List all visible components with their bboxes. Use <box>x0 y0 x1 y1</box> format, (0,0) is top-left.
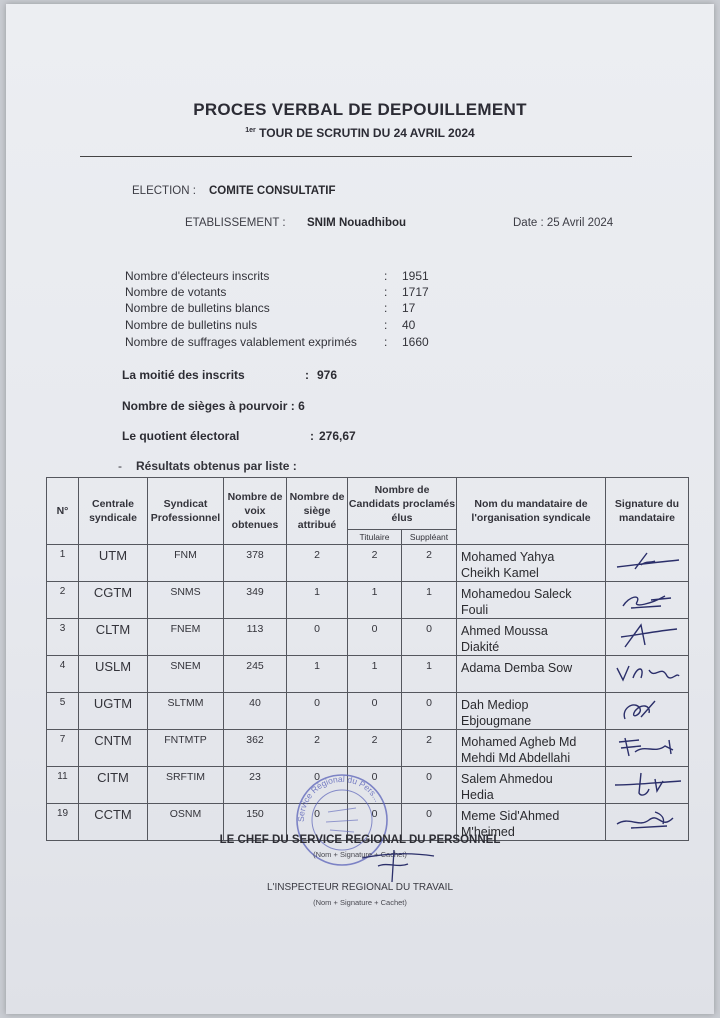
election-label: ELECTION : <box>132 185 196 197</box>
header-centrale: Centrale syndicale <box>79 478 148 545</box>
cell-voix: 378 <box>224 545 287 582</box>
cell-titulaire: 0 <box>348 693 402 730</box>
cell-voix: 40 <box>224 693 287 730</box>
cell-syndicat: SNMS <box>148 582 224 619</box>
mandataire-line1: Mohamedou Saleck <box>461 587 572 601</box>
cell-suppleant: 2 <box>402 545 457 582</box>
cell-num: 1 <box>47 545 79 582</box>
cell-suppleant: 0 <box>402 693 457 730</box>
cell-mandataire <box>457 545 606 582</box>
mandataire-line2: Hedia <box>461 788 494 802</box>
cell-num: 2 <box>47 582 79 619</box>
cell-voix: 113 <box>224 619 287 656</box>
cell-titulaire: 2 <box>348 730 402 767</box>
cell-centrale: UTM <box>79 545 148 582</box>
cell-num: 19 <box>47 804 79 841</box>
table-row <box>47 730 689 767</box>
title-divider <box>80 156 632 157</box>
stat-value: 40 <box>402 318 416 332</box>
cell-signature <box>606 693 689 730</box>
cell-syndicat: SLTMM <box>148 693 224 730</box>
cell-signature <box>606 582 689 619</box>
cell-titulaire: 2 <box>348 545 402 582</box>
table-row <box>47 545 689 582</box>
mandataire-line1: Salem Ahmedou <box>461 772 553 786</box>
mandataire-line2: Cheikh Kamel <box>461 566 539 580</box>
header-siege: Nombre de siège attribué <box>287 478 348 545</box>
stat-value: 1717 <box>402 285 429 299</box>
cell-voix: 349 <box>224 582 287 619</box>
cell-siege: 0 <box>287 619 348 656</box>
cell-suppleant: 1 <box>402 582 457 619</box>
results-heading-text: Résultats obtenus par liste : <box>136 459 297 473</box>
table-row <box>47 656 689 693</box>
cell-centrale: UGTM <box>79 693 148 730</box>
mandataire-line2: Diakité <box>461 640 500 654</box>
cell-voix: 23 <box>224 767 287 804</box>
cell-voix: 362 <box>224 730 287 767</box>
cell-titulaire: 0 <box>348 767 402 804</box>
cell-titulaire: 1 <box>348 656 402 693</box>
svg-text:Service Régional du Pers... <box>296 774 383 822</box>
cell-siege: 0 <box>287 804 348 841</box>
cell-num: 11 <box>47 767 79 804</box>
cell-signature <box>606 656 689 693</box>
cell-syndicat: FNM <box>148 545 224 582</box>
header-voix: Nombre de voix obtenues <box>224 478 287 545</box>
signature-image <box>611 660 683 686</box>
chef-service-label: LE CHEF DU SERVICE REGIONAL DU PERSONNEL <box>219 834 501 846</box>
cell-mandataire <box>457 619 606 656</box>
stat-colon: : <box>384 269 388 283</box>
mandataire-line1: Meme Sid'Ahmed <box>461 809 560 823</box>
document-subtitle <box>6 126 714 140</box>
stat-label: Nombre d'électeurs inscrits <box>125 269 270 283</box>
cell-mandataire <box>457 693 606 730</box>
stat-value: 1660 <box>402 335 429 349</box>
cell-mandataire <box>457 730 606 767</box>
cell-num: 5 <box>47 693 79 730</box>
cell-mandataire <box>457 582 606 619</box>
election-value: COMITE CONSULTATIF <box>209 185 336 197</box>
cell-suppleant: 2 <box>402 730 457 767</box>
header-candidats: Nombre de Candidats proclamés élus <box>348 478 457 530</box>
cell-centrale: USLM <box>79 656 148 693</box>
cell-centrale: CCTM <box>79 804 148 841</box>
cell-suppleant: 0 <box>402 619 457 656</box>
cell-centrale: CGTM <box>79 582 148 619</box>
signature-image <box>611 623 683 649</box>
cell-titulaire: 0 <box>348 619 402 656</box>
cell-siege: 2 <box>287 545 348 582</box>
cell-voix: 150 <box>224 804 287 841</box>
cell-signature <box>606 545 689 582</box>
document-page <box>6 4 714 1014</box>
cell-syndicat: FNEM <box>148 619 224 656</box>
sieges-value: 6 <box>298 399 305 413</box>
moitie-colon: : <box>305 368 309 382</box>
etablissement-label: ETABLISSEMENT : <box>185 217 286 229</box>
cell-syndicat: OSNM <box>148 804 224 841</box>
mandataire-line1: Ahmed Moussa <box>461 624 548 638</box>
stat-colon: : <box>384 335 388 349</box>
stat-colon: : <box>384 285 388 299</box>
cell-syndicat: FNTMTP <box>148 730 224 767</box>
quotient-value: 276,67 <box>319 429 356 443</box>
chef-signature <box>358 846 438 886</box>
signature-image <box>611 549 683 575</box>
cell-mandataire <box>457 767 606 804</box>
cell-titulaire: 0 <box>348 804 402 841</box>
mandataire-line2: Fouli <box>461 603 489 617</box>
subtitle-text: TOUR DE SCRUTIN DU 24 AVRIL 2024 <box>255 126 475 140</box>
header-suppleant: Suppléant <box>402 530 457 545</box>
moitie-label: La moitié des inscrits <box>122 368 245 382</box>
cell-siege: 0 <box>287 693 348 730</box>
mandataire-line2: Ebjougmane <box>461 714 532 728</box>
stat-colon: : <box>384 301 388 315</box>
header-num: N° <box>47 478 79 545</box>
cell-siege: 2 <box>287 730 348 767</box>
stat-label: Nombre de bulletins nuls <box>125 318 258 332</box>
mandataire-line1: Dah Mediop <box>461 698 529 712</box>
cell-siege: 0 <box>287 767 348 804</box>
stat-label: Nombre de bulletins blancs <box>125 301 270 315</box>
cell-syndicat: SRFTIM <box>148 767 224 804</box>
sieges-label: Nombre de sièges à pourvoir : <box>122 399 295 413</box>
cell-voix: 245 <box>224 656 287 693</box>
quotient-colon: : <box>310 429 314 443</box>
mandataire-line2: Mehdi Md Abdellahi <box>461 751 571 765</box>
signature-image <box>611 771 683 797</box>
cell-siege: 1 <box>287 582 348 619</box>
results-heading: - Résultats obtenus par liste : <box>118 459 297 473</box>
document-date: Date : 25 Avril 2024 <box>513 217 614 229</box>
mandataire-line1: Mohamed Agheb Md <box>461 735 577 749</box>
signature-image <box>611 734 683 760</box>
signature-image <box>611 697 683 723</box>
cell-suppleant: 1 <box>402 656 457 693</box>
cell-mandataire <box>457 656 606 693</box>
cell-suppleant: 0 <box>402 804 457 841</box>
cell-syndicat: SNEM <box>148 656 224 693</box>
cell-centrale: CLTM <box>79 619 148 656</box>
stat-value: 17 <box>402 301 416 315</box>
mandataire-line1: Mohamed Yahya <box>461 550 555 564</box>
document-title: PROCES VERBAL DE DEPOUILLEMENT <box>193 100 527 119</box>
cell-siege: 1 <box>287 656 348 693</box>
cell-centrale: CITM <box>79 767 148 804</box>
inspecteur-sub: (Nom + Signature + Cachet) <box>313 898 407 907</box>
stat-colon: : <box>384 318 388 332</box>
stat-value: 1951 <box>402 269 429 283</box>
inspecteur-label: L'INSPECTEUR REGIONAL DU TRAVAIL <box>266 882 454 893</box>
table-row <box>47 582 689 619</box>
signature-image <box>611 586 683 612</box>
header-signature: Signature du mandataire <box>606 478 689 545</box>
quotient-label: Le quotient électoral <box>122 429 240 443</box>
sieges-a-pourvoir <box>122 399 305 413</box>
cell-centrale: CNTM <box>79 730 148 767</box>
cell-signature <box>606 730 689 767</box>
table-row <box>47 619 689 656</box>
cell-num: 4 <box>47 656 79 693</box>
moitie-value: 976 <box>317 368 338 382</box>
stat-label: Nombre de suffrages valablement exprimés <box>125 335 357 349</box>
cell-titulaire: 1 <box>348 582 402 619</box>
cell-signature <box>606 619 689 656</box>
header-titulaire: Titulaire <box>348 530 402 545</box>
subtitle-ordinal: 1er <box>245 127 256 134</box>
stamp-text: Service Régional du Pers... <box>295 773 383 823</box>
signature-image <box>611 808 683 834</box>
cell-num: 3 <box>47 619 79 656</box>
stat-label: Nombre de votants <box>125 285 227 299</box>
cell-signature <box>606 767 689 804</box>
table-row <box>47 693 689 730</box>
etablissement-value: SNIM Nouadhibou <box>307 217 407 229</box>
header-mandataire: Nom du mandataire de l'organisation syndicale <box>457 478 606 545</box>
cell-num: 7 <box>47 730 79 767</box>
chef-service-sub: (Nom + Signature + Cachet) <box>313 850 407 859</box>
cell-suppleant: 0 <box>402 767 457 804</box>
header-syndicat: Syndicat Professionnel <box>148 478 224 545</box>
mandataire-line1: Adama Demba Sow <box>461 661 573 675</box>
mandataire-line2: M'heimed <box>461 825 515 839</box>
